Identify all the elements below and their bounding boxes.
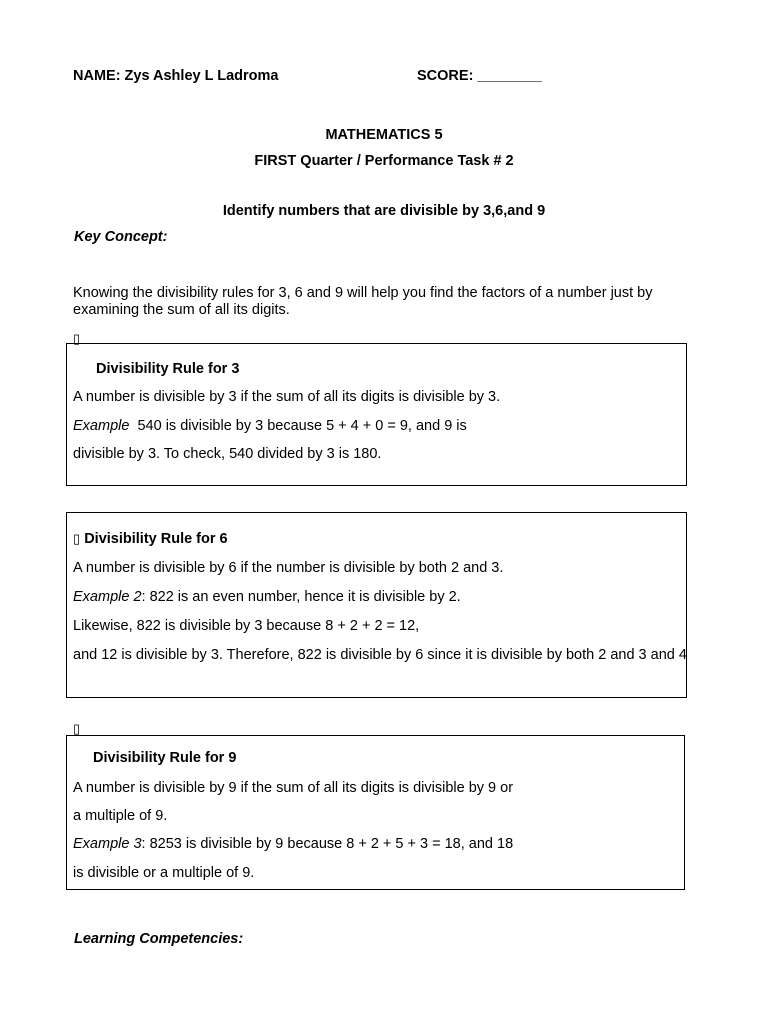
rule3-statement: A number is divisible by 3 if the sum of all its digits is divisible by 3. [73, 389, 501, 405]
rule6-example-text: : 822 is an even number, hence it is divisible by 2. [141, 589, 461, 605]
rule9-example-text: : 8253 is divisible by 9 because 8 + 2 + 5 + 3 = 18, and 18 [141, 836, 514, 852]
rule9-example-cont: is divisible or a multiple of 9. [73, 865, 255, 881]
subject-title: MATHEMATICS 5 [325, 127, 443, 143]
rule3-example-label: Example [73, 418, 130, 434]
score-field: SCORE: ________ [417, 68, 542, 84]
key-concept-text: Knowing the divisibility rules for 3, 6 and 9 will help you find the factors of a number just by examining the sum of all its digits. [73, 285, 653, 318]
student-name: NAME: Zys Ashley L Ladroma [73, 68, 279, 84]
task-title: FIRST Quarter / Performance Task # 2 [254, 153, 514, 169]
rule9-example-label: Example 3 [73, 836, 142, 852]
rule9-heading: Divisibility Rule for 9 [93, 750, 237, 766]
bullet-icon: ▯ [73, 721, 81, 736]
rule3-example [73, 418, 467, 434]
bullet-icon: ▯ [73, 531, 81, 546]
rule9-statement-cont: a multiple of 9. [73, 808, 168, 824]
rule3-example-text: 540 is divisible by 3 because 5 + 4 + 0 = 9, and 9 is [129, 418, 467, 434]
rule6-example [73, 589, 461, 605]
rule9-statement: A number is divisible by 9 if the sum of all its digits is divisible by 9 or [73, 780, 514, 796]
learning-competencies-label: Learning Competencies: [74, 931, 244, 947]
rule3-check: divisible by 3. To check, 540 divided by 3 is 180. [73, 446, 382, 462]
rule6-heading: Divisibility Rule for 6 [84, 531, 228, 547]
rule9-example [73, 836, 513, 852]
objective-heading: Identify numbers that are divisible by 3,6,and 9 [222, 203, 546, 219]
rule6-example-label: Example 2 [73, 589, 142, 605]
rule6-conclusion: and 12 is divisible by 3. Therefore, 822 is divisible by 6 since it is divisible by both 2 and 3 and 4 [73, 647, 687, 663]
rule6-statement: A number is divisible by 6 if the number is divisible by both 2 and 3. [73, 560, 504, 576]
key-concept-label: Key Concept: [74, 229, 168, 245]
rule6-heading-row [73, 531, 228, 547]
bullet-icon: ▯ [73, 331, 81, 346]
rule6-likewise: Likewise, 822 is divisible by 3 because 8 + 2 + 2 = 12, [73, 618, 420, 634]
rule3-heading: Divisibility Rule for 3 [96, 361, 240, 377]
